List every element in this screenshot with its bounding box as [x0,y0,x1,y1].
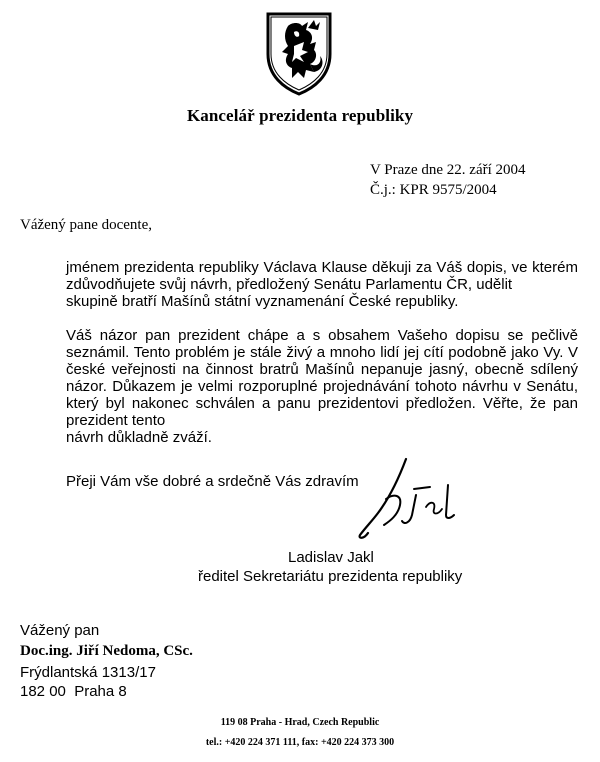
recipient-name: Doc.ing. Jiří Nedoma, CSc. [20,643,193,659]
coat-of-arms-icon [264,10,334,96]
signer-name: Ladislav Jakl [288,549,374,566]
paragraph-2-body: Váš názor pan prezident chápe a s obsahem Vašeho dopisu se pečlivě seznámil. Tento problém je stále živý a mnoho lidí jej cítí podobně jako Vy. V české veřejnosti na činnost bratrů Mašínů nepanuje jasný, obecně sdílený názor. Důkazem je velmi rozporuplné projednávání tohoto návrhu v Senátu, který byl nakonec schválen a panu prezidentovi předložen. Věřte, že pan prezident tento [66,327,578,429]
recipient-street: Frýdlantská 1313/17 [20,664,156,681]
office-title: Kancelář prezidenta republiky [186,106,414,125]
paragraph-1-last-line: skupině bratří Mašínů státní vyznamenání České republiky. [66,293,459,310]
paragraph-1-body: jménem prezidenta republiky Václava Klause děkuji za Váš dopis, ve kterém zdůvodňujete svůj návrh, předložený Senátu Parlamentu ČR, udělit [66,259,578,293]
letter-date: V Praze dne 22. září 2004 [370,162,526,178]
footer-address: 119 08 Praha - Hrad, Czech Republic [220,717,380,728]
closing-line: Přeji Vám vše dobré a srdečně Vás zdravím [66,473,359,490]
paragraph-1 [66,259,578,310]
signer-title: ředitel Sekretariátu prezidenta republiky [198,568,463,585]
paragraph-2 [66,327,578,446]
signature-image [342,455,472,545]
recipient-city: 182 00 Praha 8 [20,683,127,700]
footer-contact: tel.: +420 224 371 111, fax: +420 224 373 300 [205,737,395,748]
reference-number: Č.j.: KPR 9575/2004 [370,182,497,198]
recipient-greeting: Vážený pan [20,622,100,639]
paragraph-2-last-line: návrh důkladně zváží. [66,429,212,446]
salutation: Vážený pane docente, [20,217,153,233]
